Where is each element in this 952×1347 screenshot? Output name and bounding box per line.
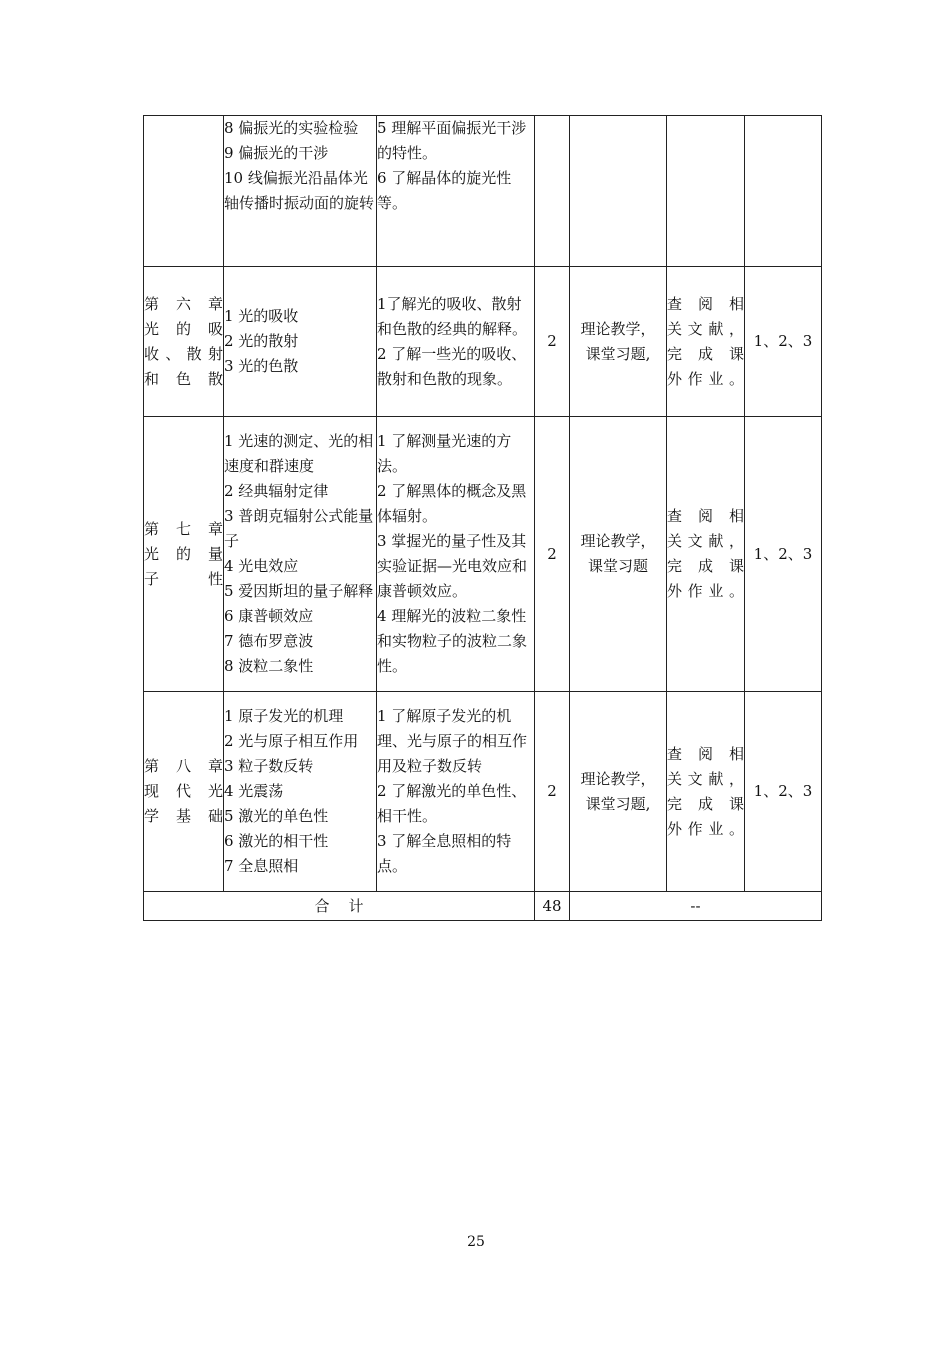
tasks-line: 外作业。 xyxy=(667,582,744,600)
chapter-line: 现代光 xyxy=(144,782,223,800)
table-row xyxy=(144,267,822,417)
chapter-cell xyxy=(144,116,224,267)
tasks-line: 关文献， xyxy=(667,319,744,338)
content-line: 1 光速的测定、光的相速度和群速度 xyxy=(224,432,374,475)
tasks-cell xyxy=(667,417,745,692)
references-cell xyxy=(745,116,822,267)
tasks-line: 完成课 xyxy=(667,344,744,363)
content-line: 3 光的色散 xyxy=(224,357,299,375)
chapter-cell xyxy=(144,267,224,417)
tasks-cell xyxy=(667,692,745,892)
content-line: 7 德布罗意波 xyxy=(224,632,314,650)
content-line: 4 光电效应 xyxy=(224,557,299,575)
method-cell xyxy=(570,692,667,892)
tasks-line: 完成课 xyxy=(667,557,744,575)
content-line: 2 经典辐射定律 xyxy=(224,482,329,500)
content-line: 6 康普顿效应 xyxy=(224,607,314,625)
method-line: 理论教学， xyxy=(580,769,656,788)
content-cell xyxy=(224,116,377,267)
method-line: 理论教学， xyxy=(580,319,656,338)
objectives-line: 1 了解原子发光的机理、光与原子的相互作用及粒子数反转 xyxy=(377,707,528,775)
chapter-cell xyxy=(144,692,224,892)
tasks-line: 查阅相 xyxy=(667,294,744,313)
tasks-line: 完成课 xyxy=(667,794,744,813)
content-line: 5 爱因斯坦的量子解释 xyxy=(224,582,374,600)
total-row xyxy=(144,892,822,921)
tasks-cell xyxy=(667,267,745,417)
content-line: 7 全息照相 xyxy=(224,857,299,875)
tasks-cell xyxy=(667,116,745,267)
content-line: 1 光的吸收 xyxy=(224,307,299,325)
method-line: 课堂习题, xyxy=(585,344,651,363)
tasks-line: 关文献， xyxy=(667,532,744,550)
references-cell: 1、2、3 xyxy=(745,692,822,892)
chapter-line: 和色散 xyxy=(144,369,223,388)
tasks-line: 外作业。 xyxy=(667,369,744,388)
content-cell xyxy=(224,692,377,892)
table-body xyxy=(144,116,822,921)
objectives-line: 2 了解一些光的吸收、散射和色散的现象。 xyxy=(377,344,527,388)
method-line: 理论教学， xyxy=(580,532,656,550)
objectives-cell xyxy=(377,267,535,417)
content-line: 3 普朗克辐射公式能量子 xyxy=(224,507,374,550)
chapter-line: 子性 xyxy=(144,569,223,588)
content-line: 6 激光的相干性 xyxy=(224,832,329,850)
objectives-line: 5 理解平面偏振光干涉的特性。 xyxy=(377,119,527,162)
objectives-cell xyxy=(377,417,535,692)
total-label: 合 计 xyxy=(144,892,535,921)
tasks-line: 关文献， xyxy=(667,769,744,788)
method-line: 课堂习题, xyxy=(585,794,651,813)
hours-cell: 2 xyxy=(535,417,570,692)
content-line: 9 偏振光的干涉 xyxy=(224,144,329,162)
table-row xyxy=(144,417,822,692)
content-line: 10 线偏振光沿晶体光轴传播时振动面的旋转 xyxy=(224,169,375,212)
content-line: 3 粒子数反转 xyxy=(224,757,314,775)
objectives-line: 2 了解激光的单色性、相干性。 xyxy=(377,782,527,825)
content-line: 2 光与原子相互作用 xyxy=(224,732,359,750)
total-rest: -- xyxy=(570,892,822,921)
content-cell xyxy=(224,267,377,417)
content-line: 8 偏振光的实验检验 xyxy=(224,119,359,137)
chapter-line: 学基础 xyxy=(144,807,223,825)
method-cell xyxy=(570,116,667,267)
content-cell xyxy=(224,417,377,692)
chapter-line: 光的吸 xyxy=(144,319,223,338)
table-row xyxy=(144,116,822,267)
objectives-line: 3 了解全息照相的特点。 xyxy=(377,832,512,875)
objectives-line: 4 理解光的波粒二象性和实物粒子的波粒二象性。 xyxy=(377,607,528,675)
content-line: 4 光震荡 xyxy=(224,782,284,800)
objectives-line: 1 了解测量光速的方法。 xyxy=(377,432,512,475)
hours-cell: 2 xyxy=(535,692,570,892)
references-cell: 1、2、3 xyxy=(745,267,822,417)
method-cell xyxy=(570,267,667,417)
chapter-line: 收、散射 xyxy=(144,344,223,363)
chapter-line: 第六章 xyxy=(144,294,223,313)
content-line: 1 原子发光的机理 xyxy=(224,707,344,725)
objectives-cell xyxy=(377,692,535,892)
chapter-line: 光的量 xyxy=(144,544,223,563)
tasks-line: 查阅相 xyxy=(667,744,744,763)
hours-cell xyxy=(535,116,570,267)
total-hours: 48 xyxy=(535,892,570,921)
objectives-line: 3 掌握光的量子性及其实验证据—光电效应和康普顿效应。 xyxy=(377,532,528,600)
method-line: 课堂习题 xyxy=(587,557,648,575)
hours-cell: 2 xyxy=(535,267,570,417)
tasks-line: 外作业。 xyxy=(667,819,744,838)
page-number: 25 xyxy=(467,1234,485,1250)
objectives-line: 2 了解黑体的概念及黑体辐射。 xyxy=(377,482,527,525)
objectives-line: 6 了解晶体的旋光性等。 xyxy=(377,169,512,212)
chapter-cell xyxy=(144,417,224,692)
table-row xyxy=(144,692,822,892)
syllabus-table xyxy=(143,115,822,921)
content-line: 5 激光的单色性 xyxy=(224,807,329,825)
objectives-cell xyxy=(377,116,535,267)
content-line: 8 波粒二象性 xyxy=(224,657,314,675)
method-cell xyxy=(570,417,667,692)
content-line: 2 光的散射 xyxy=(224,332,299,350)
chapter-line: 第八章 xyxy=(144,757,223,775)
references-cell: 1、2、3 xyxy=(745,417,822,692)
objectives-line: 1了解光的吸收、散射和色散的经典的解释。 xyxy=(377,294,528,338)
tasks-line: 查阅相 xyxy=(667,507,744,525)
chapter-line: 第七章 xyxy=(144,519,223,538)
